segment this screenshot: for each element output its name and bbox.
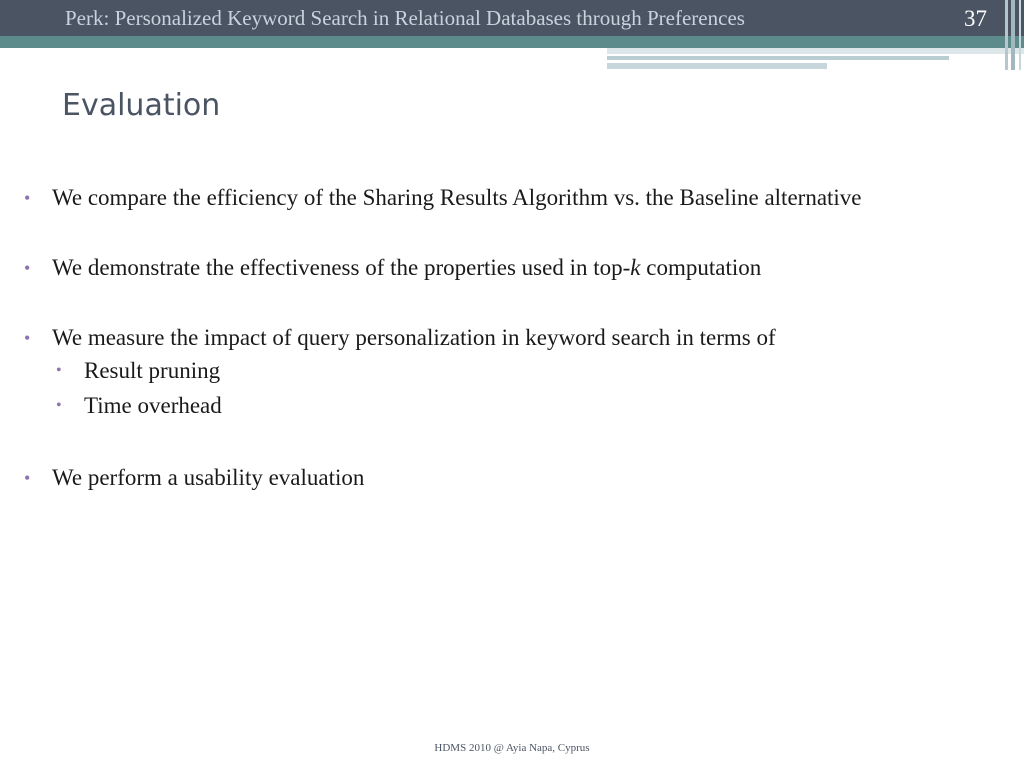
sub-bullet-item [24, 388, 984, 423]
bullet-text: We perform a usability evaluation [52, 465, 365, 490]
bullet-icon: • [24, 468, 31, 488]
sub-bullet-text: Result pruning [84, 358, 221, 383]
slide-number: 37 [964, 6, 987, 31]
bullet-icon: • [24, 188, 31, 208]
bullet-item [24, 463, 984, 493]
bullet-text: We demonstrate the effectiveness of the properties used in top- [52, 255, 631, 280]
bullet-item [24, 323, 984, 353]
presentation-title: Perk: Personalized Keyword Search in Relational Databases through Preferences [65, 6, 745, 30]
sub-bullet-item [24, 353, 984, 388]
sub-bullet-text: Time overhead [84, 393, 222, 418]
decorative-vertical-line [1011, 0, 1015, 70]
bullet-icon: • [56, 362, 62, 379]
bullet-icon: • [24, 328, 31, 348]
decorative-stripe [607, 63, 827, 69]
bullet-icon: • [56, 397, 62, 414]
slide-content [24, 183, 984, 493]
bullet-item [24, 183, 984, 213]
decorative-vertical-line [1019, 0, 1021, 70]
bullet-text: We measure the impact of query personalization in keyword search in terms of [52, 325, 776, 350]
bullet-text: We compare the efficiency of the Sharing Results Algorithm vs. the Baseline alternative [52, 185, 862, 210]
header-accent-band [0, 36, 1024, 48]
slide-footer: HDMS 2010 @ Ayia Napa, Cyprus [434, 742, 590, 754]
decorative-stripe [607, 56, 949, 60]
slide-title: Evaluation [62, 88, 221, 123]
decorative-vertical-line [1005, 0, 1008, 70]
bullet-icon: • [24, 258, 31, 278]
bullet-text: computation [640, 255, 762, 280]
bullet-item [24, 253, 984, 283]
bullet-text-italic: k [630, 255, 641, 280]
decorative-stripe [607, 48, 1024, 54]
